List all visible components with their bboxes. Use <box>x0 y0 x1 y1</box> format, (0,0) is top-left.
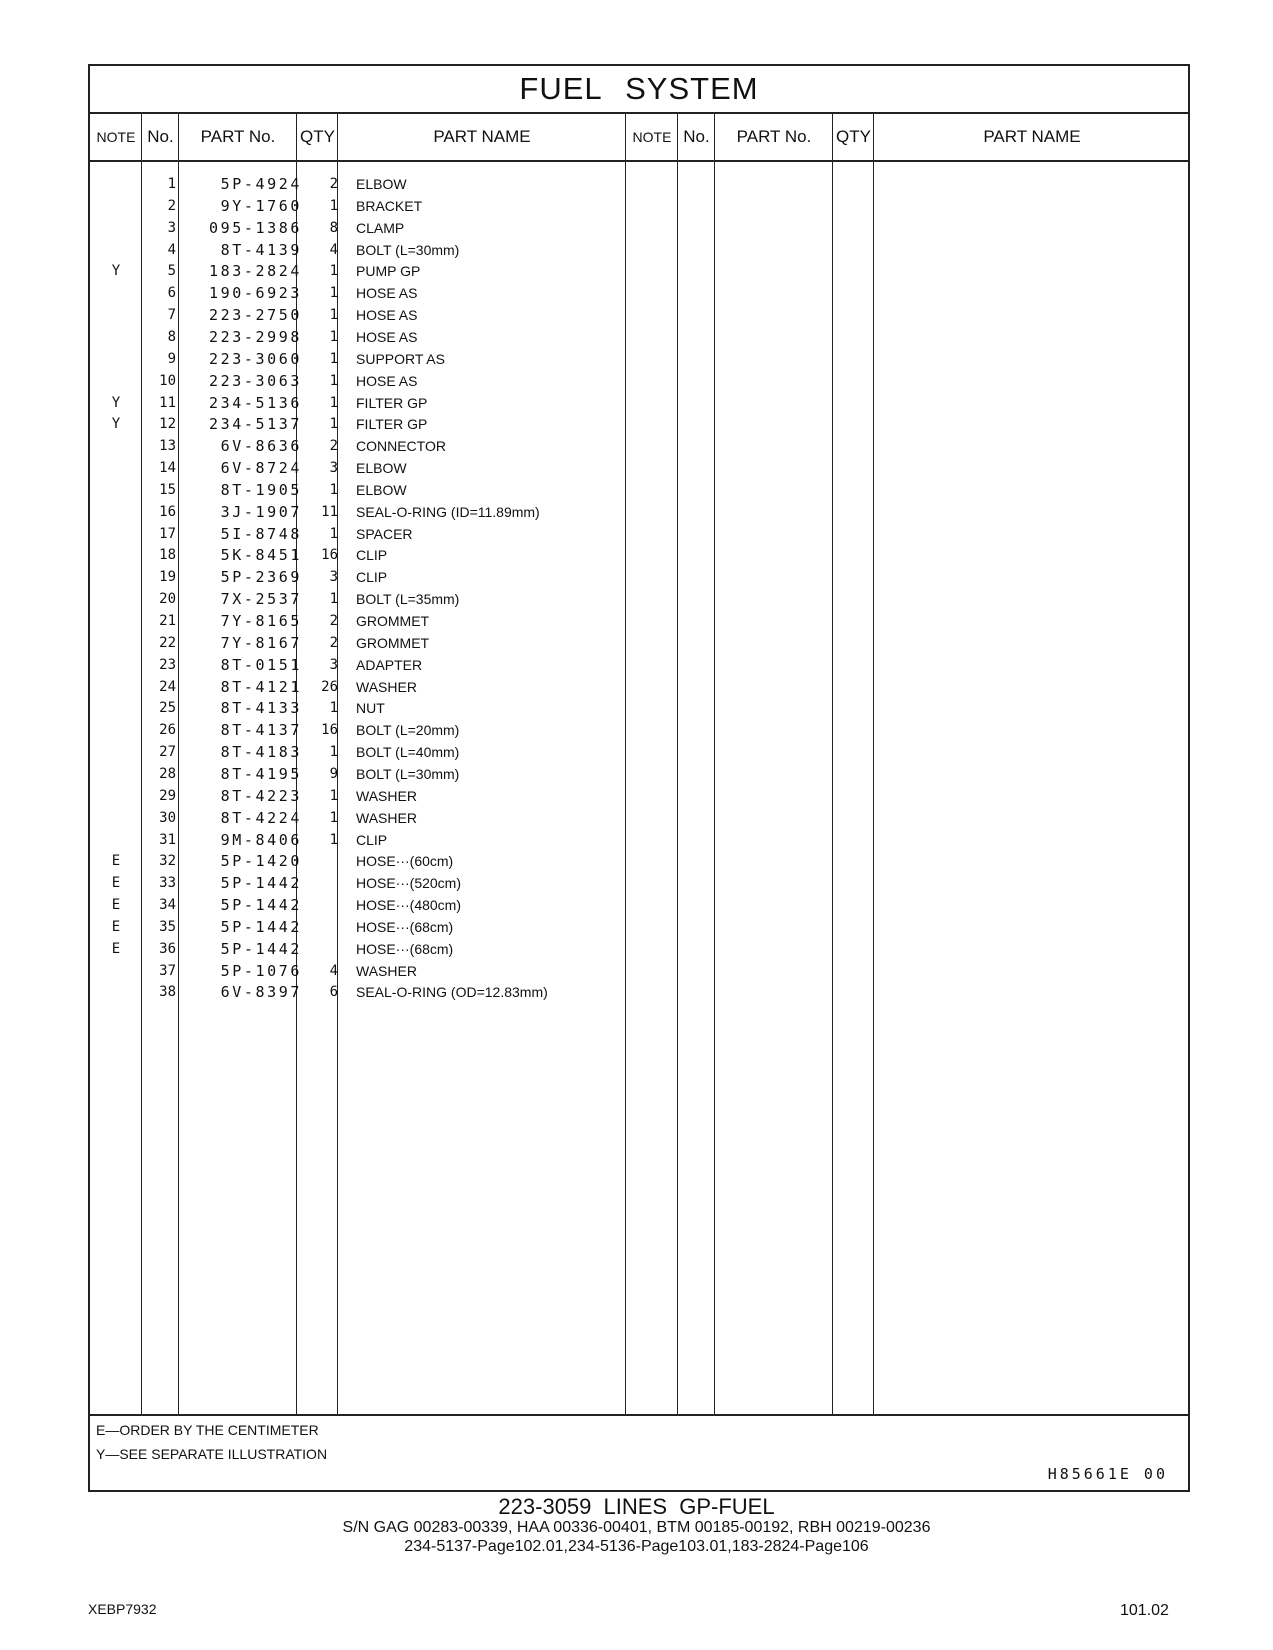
table-row <box>90 632 630 655</box>
quantity-cell: 11 <box>321 503 338 520</box>
table-row <box>90 523 630 546</box>
part-name-cell: BOLT (L=20mm) <box>356 722 460 739</box>
quantity-cell: 4 <box>329 241 338 258</box>
quantity-cell: 26 <box>321 678 338 695</box>
note-cell: Y <box>111 263 121 280</box>
group-title: 223-3059 LINES GP-FUEL <box>498 1494 775 1519</box>
item-number-cell: 28 <box>159 765 176 782</box>
item-number-cell: 34 <box>159 897 176 914</box>
part-number-cell: 8T-0151 <box>220 655 302 674</box>
item-number-cell: 4 <box>167 241 176 258</box>
table-row <box>90 501 630 524</box>
header-part-name-right: PART NAME <box>874 114 1190 162</box>
part-number-cell: 6V-8397 <box>220 983 302 1002</box>
part-name-cell: WASHER <box>356 962 417 979</box>
part-name-cell: ELBOW <box>356 176 407 192</box>
part-name-cell: BOLT (L=40mm) <box>356 744 460 761</box>
parts-table-body <box>90 162 1188 1414</box>
table-row <box>90 829 630 852</box>
part-name-cell: HOSE···(68cm) <box>356 940 454 957</box>
quantity-cell: 1 <box>329 809 338 826</box>
quantity-cell: 8 <box>329 219 338 236</box>
quantity-cell: 1 <box>329 394 338 411</box>
table-row <box>90 217 630 240</box>
part-number-cell: 095-1386 <box>208 218 302 237</box>
table-row <box>90 719 630 742</box>
part-number-cell: 7Y-8165 <box>220 612 302 630</box>
item-number-cell: 8 <box>167 328 176 345</box>
item-number-cell: 9 <box>167 350 176 367</box>
part-number-cell: 5P-2369 <box>220 568 302 587</box>
quantity-cell: 1 <box>329 328 338 345</box>
quantity-cell: 3 <box>329 460 338 477</box>
part-number-cell: 6V-8724 <box>220 459 302 478</box>
item-number-cell: 12 <box>159 416 176 433</box>
part-name-cell: BOLT (L=30mm) <box>356 241 460 258</box>
table-row <box>90 195 630 218</box>
quantity-cell: 1 <box>329 700 338 717</box>
quantity-cell: 2 <box>329 634 338 651</box>
item-number-cell: 14 <box>159 460 176 477</box>
part-number-cell: 5P-1442 <box>220 896 302 915</box>
part-number-cell: 5I-8748 <box>220 524 302 543</box>
part-name-cell: HOSE AS <box>356 372 418 389</box>
serial-numbers: S/N GAG 00283-00339, HAA 00336-00401, BTM 00185-00192, RBH 00219-00236 <box>342 1519 931 1536</box>
legend-y: Y—SEE SEPARATE ILLUSTRATION <box>96 1446 328 1462</box>
header-part-name-left: PART NAME <box>338 114 626 162</box>
table-row <box>90 610 630 633</box>
part-number-cell: 234-5137 <box>208 415 302 434</box>
part-number-cell: 234-5136 <box>208 393 302 412</box>
part-number-cell: 8T-4223 <box>220 786 302 805</box>
item-number-cell: 27 <box>159 744 176 761</box>
table-row <box>90 435 630 458</box>
item-number-cell: 16 <box>159 503 176 520</box>
document-id: XEBP7932 <box>88 1601 157 1617</box>
part-number-cell: 8T-4224 <box>220 808 302 827</box>
item-number-cell: 29 <box>159 787 176 804</box>
table-row <box>90 370 630 393</box>
table-row <box>90 348 630 371</box>
part-name-cell: WASHER <box>356 787 417 804</box>
item-number-cell: 38 <box>159 984 176 1001</box>
table-row <box>90 676 630 699</box>
note-cell: E <box>111 918 121 935</box>
part-number-cell: 7X-2537 <box>220 590 302 609</box>
table-row <box>90 260 630 283</box>
part-number-cell: 5P-1442 <box>220 917 302 936</box>
part-name-cell: BOLT (L=35mm) <box>356 591 460 608</box>
quantity-cell: 1 <box>329 416 338 433</box>
table-row <box>90 566 630 589</box>
part-name-cell: SUPPORT AS <box>356 350 445 367</box>
part-number-cell: 5P-4924 <box>220 175 302 193</box>
item-number-cell: 3 <box>167 219 176 236</box>
part-name-cell: HOSE···(480cm) <box>356 897 462 914</box>
part-name-cell: WASHER <box>356 809 417 826</box>
quantity-cell: 1 <box>329 787 338 804</box>
header-note-right: NOTE <box>626 114 678 162</box>
part-name-cell: SEAL-O-RING (ID=11.89mm) <box>356 503 540 520</box>
item-number-cell: 2 <box>167 197 176 214</box>
item-number-cell: 31 <box>159 831 176 848</box>
quantity-cell: 1 <box>329 285 338 302</box>
note-cell: Y <box>111 394 121 411</box>
part-number-cell: 5P-1442 <box>220 939 302 958</box>
note-cell: E <box>111 897 121 914</box>
part-number-cell: 9M-8406 <box>220 830 302 849</box>
part-number-cell: 190-6923 <box>208 284 302 303</box>
item-number-cell: 15 <box>159 481 176 498</box>
part-name-cell: BOLT (L=30mm) <box>356 765 460 782</box>
header-part-no-left: PART No. <box>179 114 297 162</box>
table-row <box>90 239 630 262</box>
item-number-cell: 1 <box>167 176 176 192</box>
table-row <box>90 763 630 786</box>
part-name-cell: HOSE···(520cm) <box>356 875 462 892</box>
part-number-cell: 5P-1442 <box>220 874 302 893</box>
item-number-cell: 5 <box>167 263 176 280</box>
item-number-cell: 21 <box>159 613 176 629</box>
item-number-cell: 26 <box>159 722 176 739</box>
quantity-cell: 2 <box>329 176 338 192</box>
table-row <box>90 304 630 327</box>
quantity-cell: 16 <box>321 722 338 739</box>
part-number-cell: 223-3060 <box>208 349 302 368</box>
part-number-cell: 7Y-8167 <box>220 633 302 652</box>
table-row <box>90 413 630 436</box>
item-number-cell: 20 <box>159 591 176 608</box>
part-name-cell: ELBOW <box>356 460 407 477</box>
table-row <box>90 457 630 480</box>
part-number-cell: 8T-4195 <box>220 764 302 783</box>
quantity-cell: 1 <box>329 263 338 280</box>
part-number-cell: 223-2750 <box>208 306 302 325</box>
table-row <box>90 938 630 961</box>
part-number-cell: 8T-4137 <box>220 721 302 740</box>
quantity-cell: 1 <box>329 197 338 214</box>
part-name-cell: HOSE AS <box>356 328 418 345</box>
parts-list-sheet <box>88 64 1190 1492</box>
item-number-cell: 23 <box>159 656 176 673</box>
part-number-cell: 6V-8636 <box>220 437 302 456</box>
page-number: 101.02 <box>1120 1602 1169 1619</box>
table-row <box>90 741 630 764</box>
table-row <box>90 392 630 415</box>
page-references: 234-5137-Page102.01,234-5136-Page103.01,183-2824-Page106 <box>404 1538 869 1555</box>
part-number-cell: 8T-4133 <box>220 699 302 718</box>
table-row <box>90 785 630 808</box>
part-name-cell: PUMP GP <box>356 263 421 280</box>
item-number-cell: 13 <box>159 438 176 455</box>
note-cell: E <box>111 875 121 892</box>
part-name-cell: WASHER <box>356 678 417 695</box>
page-title: FUEL SYSTEM <box>90 66 1188 114</box>
part-name-cell: ELBOW <box>356 481 407 498</box>
table-row <box>90 479 630 502</box>
item-number-cell: 25 <box>159 700 176 717</box>
quantity-cell: 1 <box>329 831 338 848</box>
part-name-cell: FILTER GP <box>356 416 428 433</box>
quantity-cell: 1 <box>329 307 338 324</box>
part-name-cell: HOSE···(68cm) <box>356 918 454 935</box>
part-number-cell: 8T-4183 <box>220 743 302 762</box>
table-row <box>90 588 630 611</box>
header-part-no-right: PART No. <box>715 114 833 162</box>
part-name-cell: GROMMET <box>356 613 430 629</box>
part-number-cell: 223-2998 <box>208 327 302 346</box>
part-number-cell: 183-2824 <box>208 262 302 281</box>
legend-e: E—ORDER BY THE CENTIMETER <box>96 1422 319 1438</box>
quantity-cell: 1 <box>329 481 338 498</box>
part-name-cell: CLIP <box>356 831 388 848</box>
note-cell: Y <box>111 416 121 433</box>
table-row <box>90 807 630 830</box>
part-number-cell: 5P-1076 <box>220 961 302 980</box>
item-number-cell: 18 <box>159 547 176 564</box>
table-row <box>90 173 630 196</box>
quantity-cell: 3 <box>329 656 338 673</box>
part-name-cell: SEAL-O-RING (OD=12.83mm) <box>356 984 548 1001</box>
table-row <box>90 326 630 349</box>
table-row <box>90 654 630 677</box>
item-number-cell: 24 <box>159 678 176 695</box>
part-number-cell: 8T-1905 <box>220 480 302 499</box>
item-number-cell: 6 <box>167 285 176 302</box>
item-number-cell: 32 <box>159 853 176 870</box>
quantity-cell: 4 <box>329 962 338 979</box>
item-number-cell: 10 <box>159 372 176 389</box>
item-number-cell: 30 <box>159 809 176 826</box>
part-number-cell: 223-3063 <box>208 371 302 390</box>
table-row <box>90 282 630 305</box>
part-name-cell: GROMMET <box>356 634 430 651</box>
quantity-cell: 1 <box>329 744 338 761</box>
part-name-cell: BRACKET <box>356 197 423 214</box>
item-number-cell: 19 <box>159 569 176 586</box>
table-row <box>90 916 630 939</box>
part-name-cell: CLIP <box>356 547 388 564</box>
header-qty-left: QTY <box>297 114 338 162</box>
part-number-cell: 5K-8451 <box>220 546 302 565</box>
illustration-code: H85661E 00 <box>1047 1465 1168 1483</box>
table-row <box>90 981 630 1004</box>
table-row <box>90 850 630 873</box>
note-cell: E <box>111 853 121 870</box>
table-row <box>90 960 630 983</box>
part-name-cell: CLIP <box>356 569 388 586</box>
part-number-cell: 3J-1907 <box>220 502 302 521</box>
part-name-cell: FILTER GP <box>356 394 428 411</box>
part-number-cell: 8T-4121 <box>220 677 302 696</box>
part-name-cell: NUT <box>356 700 385 717</box>
table-row <box>90 544 630 567</box>
item-number-cell: 7 <box>167 307 176 324</box>
quantity-cell: 9 <box>329 765 338 782</box>
part-name-cell: HOSE AS <box>356 307 418 324</box>
item-number-cell: 37 <box>159 962 176 979</box>
item-number-cell: 35 <box>159 918 176 935</box>
table-row <box>90 872 630 895</box>
item-number-cell: 11 <box>159 394 176 411</box>
quantity-cell: 6 <box>329 984 338 1001</box>
table-row <box>90 894 630 917</box>
part-name-cell: CLAMP <box>356 219 405 236</box>
part-name-cell: ADAPTER <box>356 656 423 673</box>
quantity-cell: 3 <box>329 569 338 586</box>
part-name-cell: HOSE AS <box>356 285 418 302</box>
item-number-cell: 22 <box>159 634 176 651</box>
quantity-cell: 1 <box>329 372 338 389</box>
item-number-cell: 17 <box>159 525 176 542</box>
quantity-cell: 1 <box>329 525 338 542</box>
legend-area <box>90 1414 1188 1492</box>
part-name-cell: HOSE···(60cm) <box>356 853 454 870</box>
header-no-left: No. <box>142 114 179 162</box>
header-qty-right: QTY <box>833 114 874 162</box>
item-number-cell: 36 <box>159 940 176 957</box>
quantity-cell: 1 <box>329 350 338 367</box>
header-note-left: NOTE <box>90 114 142 162</box>
quantity-cell: 1 <box>329 591 338 608</box>
quantity-cell: 16 <box>321 547 338 564</box>
header-no-right: No. <box>678 114 715 162</box>
part-name-cell: SPACER <box>356 525 413 542</box>
part-number-cell: 8T-4139 <box>220 240 302 259</box>
quantity-cell: 2 <box>329 438 338 455</box>
part-name-cell: CONNECTOR <box>356 438 446 455</box>
note-cell: E <box>111 940 121 957</box>
part-number-cell: 9Y-1760 <box>220 196 302 215</box>
quantity-cell: 2 <box>329 613 338 629</box>
item-number-cell: 33 <box>159 875 176 892</box>
table-row <box>90 697 630 720</box>
part-number-cell: 5P-1420 <box>220 852 302 871</box>
